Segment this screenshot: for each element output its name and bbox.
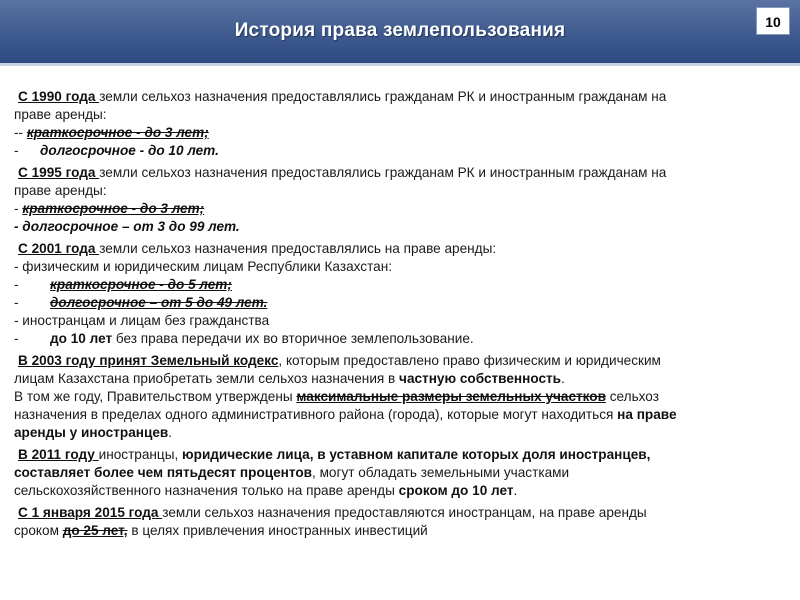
text: назначения в пределах одного административного района (города), которые могут находиться	[14, 407, 618, 422]
line	[14, 464, 784, 482]
text: земли сельхоз назначения предоставляются иностранцам, на праве аренды	[162, 505, 647, 520]
text: лицам Казахстана приобретать земли сельхоз назначения в	[14, 371, 400, 386]
line	[14, 312, 784, 330]
text: без права передачи их во вторичное землепользование.	[112, 331, 474, 346]
text: земли сельхоз назначения предоставлялись на праве аренды:	[99, 241, 497, 256]
paragraph-1990	[14, 88, 784, 160]
line	[14, 522, 784, 540]
line	[14, 424, 784, 442]
bullet-prefix: -	[14, 201, 23, 216]
long-term-lease: долгосрочное - до 10 лет.	[40, 143, 219, 158]
line	[14, 240, 784, 258]
private-ownership: частную собственность	[399, 371, 562, 386]
paragraph-1995	[14, 164, 784, 236]
line	[14, 88, 784, 106]
bullet-line	[14, 294, 784, 312]
year-1990: С 1990 года	[18, 89, 100, 104]
text: праве аренды:	[14, 107, 107, 122]
bullet-line	[14, 124, 784, 142]
page-title: История права землепользования	[234, 20, 566, 41]
year-2001: С 2001 года	[18, 241, 100, 256]
bullet-prefix: --	[14, 125, 27, 140]
text: праве аренды:	[14, 183, 107, 198]
bullet-line	[14, 218, 784, 236]
over-fifty-percent: составляет более чем пятьдесят процентов	[14, 465, 313, 480]
text: , могут обладать земельными участками	[312, 465, 570, 480]
line	[14, 182, 784, 200]
foreigners-term: до 10 лет	[50, 331, 113, 346]
year-2011: В 2011 году	[18, 447, 99, 462]
bullet-prefix: -	[14, 277, 19, 292]
line	[14, 446, 784, 464]
content-body	[14, 88, 784, 544]
term-10-years: сроком до 10 лет	[398, 483, 514, 498]
paragraph-2001	[14, 240, 784, 348]
year-2015: С 1 января 2015 года	[18, 505, 163, 520]
year-2003: В 2003 году принят Земельный кодекс	[18, 353, 279, 368]
text: - физическим и юридическим лицам Республики Казахстан:	[14, 259, 392, 274]
max-plot-sizes: максимальные размеры земельных участков	[296, 389, 606, 404]
text: В том же году, Правительством утверждены	[14, 389, 297, 404]
short-term-lease: краткосрочное - до 5 лет;	[50, 277, 232, 292]
short-term-lease: краткосрочное - до 3 лет;	[26, 125, 209, 140]
lease-right: на праве	[617, 407, 677, 422]
text: сельскохозяйственного назначения только на праве аренды	[14, 483, 399, 498]
line	[14, 164, 784, 182]
text: иностранцы,	[98, 447, 183, 462]
text: сроком	[14, 523, 63, 538]
text: сельхоз	[605, 389, 659, 404]
line	[14, 482, 784, 500]
bullet-prefix: -	[14, 143, 19, 158]
year-1995: С 1995 года	[18, 165, 100, 180]
line	[14, 406, 784, 424]
line	[14, 504, 784, 522]
line	[14, 388, 784, 406]
header-bar	[0, 0, 800, 66]
bullet-prefix: -	[14, 295, 19, 310]
text: .	[561, 371, 565, 386]
lease-foreigners: аренды у иностранцев	[14, 425, 169, 440]
text: земли сельхоз назначения предоставлялись гражданам РК и иностранным гражданам на	[99, 165, 667, 180]
page-number-badge: 10	[756, 7, 790, 35]
bullet-line	[14, 330, 784, 348]
bullet-prefix: -	[14, 331, 19, 346]
text: в целях привлечения иностранных инвестиций	[127, 523, 428, 538]
bullet-line	[14, 276, 784, 294]
paragraph-2011	[14, 446, 784, 500]
line	[14, 370, 784, 388]
text: - иностранцам и лицам без гражданства	[14, 313, 270, 328]
bullet-line	[14, 142, 784, 160]
long-term-lease: - долгосрочное – от 3 до 99 лет.	[14, 219, 240, 234]
legal-entities: юридические лица, в уставном капитале которых доля иностранцев,	[182, 447, 651, 462]
term-25-years: до 25 лет,	[62, 523, 128, 538]
text: земли сельхоз назначения предоставлялись гражданам РК и иностранным гражданам на	[99, 89, 667, 104]
line	[14, 106, 784, 124]
text: .	[168, 425, 173, 440]
text: .	[513, 483, 518, 498]
bullet-line	[14, 200, 784, 218]
line	[14, 258, 784, 276]
short-term-lease: краткосрочное - до 3 лет;	[22, 201, 205, 216]
text: , которым предоставлено право физическим и юридическим	[278, 353, 661, 368]
long-term-lease: долгосрочное – от 5 до 49 лет.	[50, 295, 268, 310]
paragraph-2003	[14, 352, 784, 442]
paragraph-2015	[14, 504, 784, 540]
line	[14, 352, 784, 370]
